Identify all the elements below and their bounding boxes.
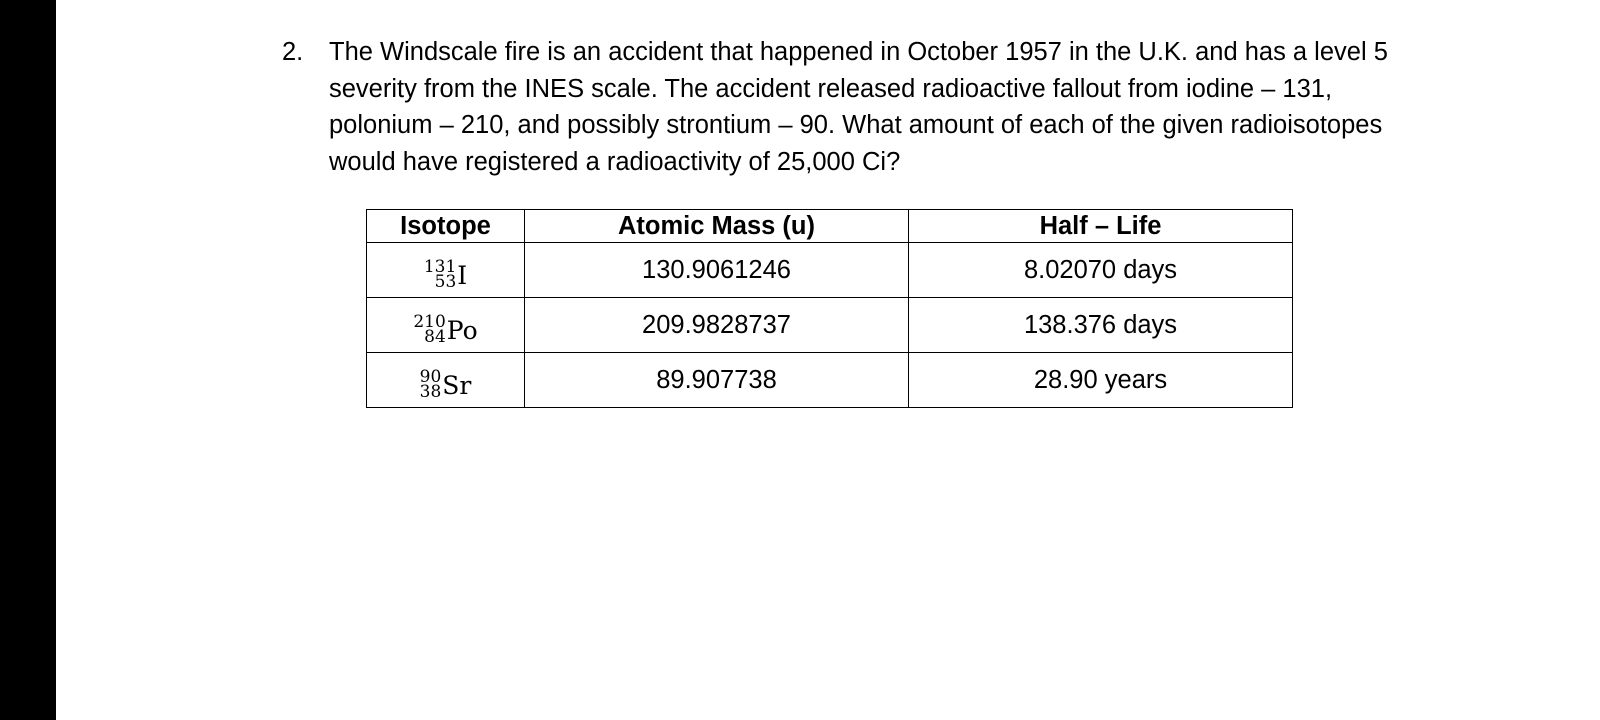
header-atomic-mass: Atomic Mass (u): [525, 210, 909, 243]
question-text: The Windscale fire is an accident that happened in October 1957 in the U.K. and has a level 5 severity from the INES scale. The accident released radioactive fallout from iodine – 131, polonium – 210, and possibly strontium – 90. What amount of each of the given radioisotopes would have registered a radioactivity of 25,000 Ci?: [329, 38, 1388, 176]
half-life-cell: 28.90 years: [909, 353, 1293, 408]
mass-number: 90: [419, 367, 442, 387]
half-life-cell: 138.376 days: [909, 298, 1293, 353]
atomic-number: 84: [424, 327, 446, 347]
mass-number: 131: [423, 257, 457, 277]
atomic-number: 53: [434, 272, 457, 292]
header-isotope: Isotope: [367, 210, 525, 243]
nuclide-notation: [419, 367, 472, 402]
nuclide-notation: [423, 257, 468, 292]
table-header-row: [367, 210, 1293, 243]
atomic-mass-cell: 89.907738: [525, 353, 909, 408]
mass-number: 210: [413, 312, 446, 332]
isotope-cell: [367, 353, 525, 408]
half-life-cell: 8.02070 days: [909, 243, 1293, 298]
isotope-table: [366, 209, 1293, 408]
element-symbol: I: [457, 260, 468, 290]
isotope-cell: [367, 243, 525, 298]
question-number: 2.: [282, 38, 304, 66]
left-black-bar: [0, 0, 56, 720]
table-row: [367, 353, 1293, 408]
atomic-mass-cell: 130.9061246: [525, 243, 909, 298]
atomic-number: 38: [419, 382, 442, 402]
nuclide-notation: [413, 312, 478, 347]
element-symbol: Sr: [442, 370, 472, 400]
table-row: [367, 243, 1293, 298]
atomic-mass-cell: 209.9828737: [525, 298, 909, 353]
element-symbol: Po: [446, 315, 478, 345]
header-half-life: Half – Life: [909, 210, 1293, 243]
isotope-cell: [367, 298, 525, 353]
table-row: [367, 298, 1293, 353]
